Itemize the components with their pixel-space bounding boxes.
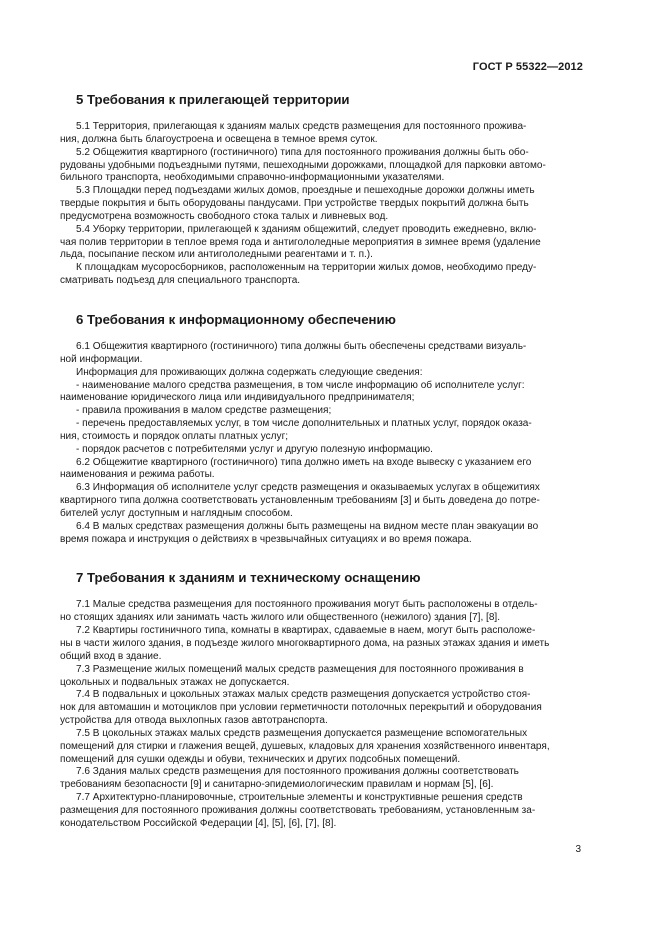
section-7 bbox=[60, 570, 583, 830]
paragraph: - перечень предоставляемых услуг, в том числе дополнительных и платных услуг, порядок оказа- ния, стоимость и порядок оплаты платных услуг; bbox=[60, 418, 532, 442]
document-body bbox=[60, 92, 583, 855]
paragraph: 7.1 Малые средства размещения для постоянного проживания могут быть расположены в отдель- но стоящих зданиях или занимать часть жилого или общественного (нежилого) здания [7], [8]. bbox=[60, 599, 538, 624]
paragraph: - порядок расчетов с потребителями услуг и другую полезную информацию. bbox=[76, 443, 433, 455]
paragraph: 7.6 Здания малых средств размещения для постоянного проживания должны соответствовать требованиям безопасности [9] и санитарно-эпидемиологическим правилам и нормам [5], [6]. bbox=[60, 766, 519, 791]
paragraph: 7.3 Размещение жилых помещений малых средств размещения для постоянного проживания в цокольных и подвальных этажах не допускается. bbox=[60, 663, 524, 688]
paragraph: 7.7 Архитектурно-планировочные, строительные элементы и конструктивные решения средств размещения для постоянного проживания должны соответствовать требованиям, установленным за- конодательством Российской Федерации [4], [5], [6], [7], [8]. bbox=[60, 792, 536, 829]
paragraph: 5.3 Площадки перед подъездами жилых домов, проездные и пешеходные дорожки должны иметь твердые покрытия и быть оборудованы пандусами. При устройстве твердых покрытий должна быть предусмотрена возможность свободного стока талых и ливневых вод. bbox=[60, 185, 535, 222]
paragraph: Информация для проживающих должна содержать следующие сведения: bbox=[76, 366, 423, 378]
paragraph: 5.2 Общежития квартирного (гостиничного) типа для постоянного проживания должны быть обо- рудованы удобными подъездными путями, пешеходными дорожками, площадкой для парковки автомо- бильного транспорта, необходимыми справочно-информационными указателями. bbox=[60, 146, 546, 184]
page-number: 3 bbox=[575, 844, 581, 855]
section-title: 7 Требования к зданиям и техническому оснащению bbox=[76, 570, 421, 586]
paragraph: 7.2 Квартиры гостиничного типа, комнаты в квартирах, сдаваемые в наем, могут быть расположе- ны в части жилого здания, в подъезде жилого многоквартирного дома, на разных этажах здания и иметь общий вход в здание. bbox=[60, 625, 550, 662]
paragraph: К площадкам мусоросборников, расположенным на территории жилых домов, необходимо преду- сматривать подъезд для специального транспорта. bbox=[60, 262, 537, 287]
paragraph: 7.4 В подвальных и цокольных этажах малых средств размещения допускается устройство стоя- нок для автомашин и мотоциклов при условии герметичности потолочных перекрытий и оборудования устройства для отвода выхлопных газов автотранспорта. bbox=[60, 689, 542, 727]
paragraph: - правила проживания в малом средстве размещения; bbox=[76, 405, 332, 417]
paragraph: 5.4 Уборку территории, прилегающей к зданиям общежитий, следует проводить ежедневно, вклю- чая полив территории в теплое время года и антигололедные мероприятия в зимнее время (удаление льда, посыпание песком или антигололедными реагентами и т. п.). bbox=[60, 223, 541, 261]
paragraph: 7.5 В цокольных этажах малых средств размещения допускается размещение вспомогательных помещений для стирки и глажения вещей, душевых, кладовых для хранения хозяйственного инвентаря, помещений для сушки одежды и обуви, технических и других подсобных помещений. bbox=[60, 727, 550, 765]
paragraph: - наименование малого средства размещения, в том числе информацию об исполнителе услуг: наименование юридического лица или индивидуального предпринимателя; bbox=[60, 379, 525, 404]
section-5 bbox=[60, 92, 583, 288]
section-title: 6 Требования к информационному обеспечению bbox=[76, 311, 396, 327]
paragraph: 5.1 Территория, прилегающая к зданиям малых средств размещения для постоянного прожива- ния, должна быть благоустроена и освещена в темное время суток. bbox=[60, 121, 527, 145]
paragraph: 6.3 Информация об исполнителе услуг средств размещения и оказываемых услугах в общежитиях квартирного типа должна соответствовать установленным требованиям [3] и быть доведена до потре- бителей услуг доступным и наглядным способом. bbox=[60, 482, 540, 519]
paragraph: 6.4 В малых средствах размещения должны быть размещены на видном месте план эвакуации во время пожара и инструкция о действиях в чрезвычайных ситуациях и во время пожара. bbox=[60, 520, 539, 545]
document-code: ГОСТ Р 55322—2012 bbox=[472, 61, 583, 73]
paragraph: 6.1 Общежития квартирного (гостиничного) типа должны быть обеспечены средствами визуаль- ной информации. bbox=[60, 340, 527, 365]
section-6 bbox=[60, 312, 583, 547]
section-title: 5 Требования к прилегающей территории bbox=[76, 92, 350, 107]
paragraph: 6.2 Общежитие квартирного (гостиничного) типа должно иметь на входе вывеску с указанием его наименования и режима работы. bbox=[60, 456, 532, 481]
